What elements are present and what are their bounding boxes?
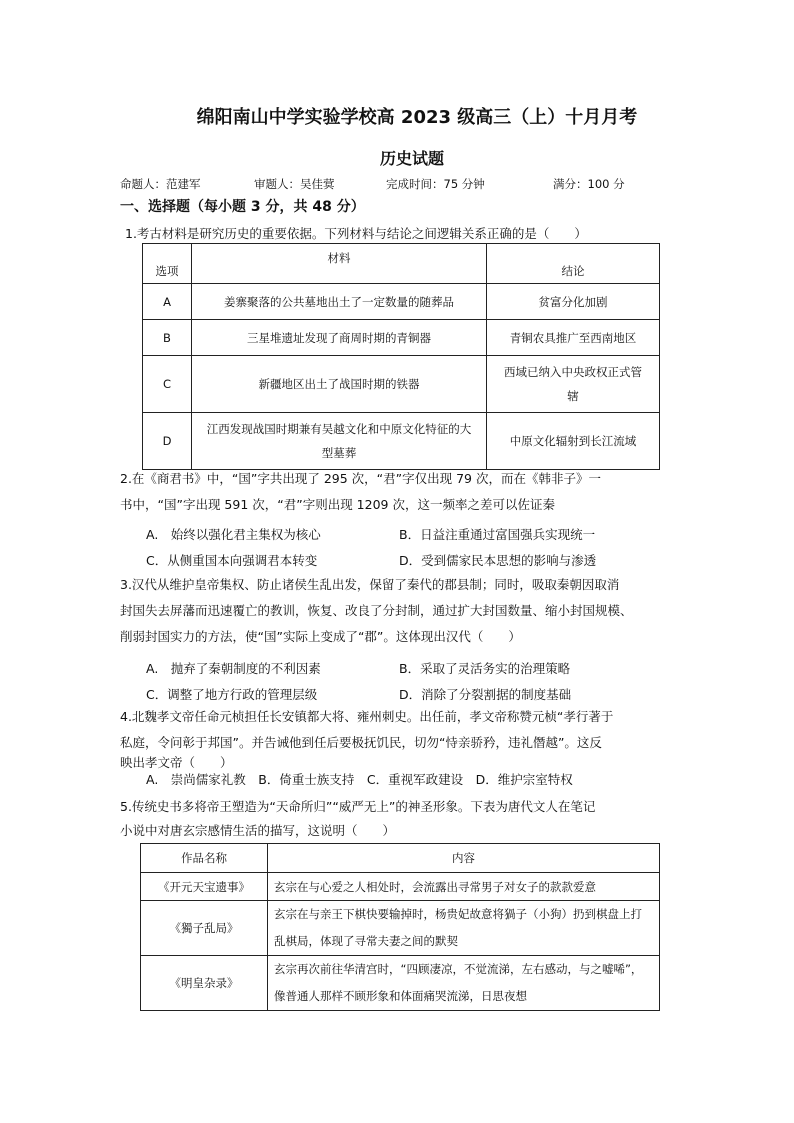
q2-option-d: D．受到儒家民本思想的影响与渗透	[399, 553, 597, 568]
q5-line1: 5.传统史书多将帝王塑造为“天命所归”“威严无上”的神圣形象。下表为唐代文人在笔记	[120, 799, 596, 814]
table-row	[143, 284, 660, 320]
q2-option-a: A. 始终以强化君主集权为核心	[146, 527, 321, 542]
row-material: 三星堆遗址发现了商周时期的青铜器	[192, 320, 487, 356]
q3-option-b: B．采取了灵活务实的治理策略	[399, 661, 571, 676]
table-row	[141, 901, 660, 956]
q2-line1: 2.在《商君书》中，“国”字共出现了 295 次，“君”字仅出现 79 次，而在《韩非子》一	[120, 471, 601, 486]
q1-stem: 1.考古材料是研究历史的重要依据。下列材料与结论之间逻辑关系正确的是（ ）	[125, 226, 587, 241]
row-option: C	[143, 356, 192, 413]
section-heading: 一、选择题（每小题 3 分，共 48 分）	[120, 199, 365, 215]
table-header-row	[143, 244, 660, 284]
table-row	[141, 873, 660, 901]
q3-option-d: D．消除了分裂割据的制度基础	[399, 687, 572, 702]
row-work-name: 《明皇杂录》	[141, 956, 268, 1011]
q3-line3: 削弱封国实力的方法，使“国”实际上变成了“郡”。这体现出汉代（ ）	[120, 629, 521, 644]
q3-option-a: A. 抛弃了秦朝制度的不利因素	[146, 661, 321, 676]
q3-line2: 封国失去屏藩而迅速覆亡的教训，恢复、改良了分封制，通过扩大封国数量、缩小封国规模、	[120, 603, 633, 618]
row-conclusion: 中原文化辐射到长江流域	[487, 413, 660, 470]
q2-line2: 书中，“国”字出现 591 次，“君”字则出现 1209 次，这一频率之差可以佐证秦	[120, 497, 555, 512]
meta-duration: 完成时间：75 分钟	[386, 177, 485, 191]
q4-line2: 私庭，令问彰于邦国”。并告诫他到任后要极抚饥民，切勿“恃亲骄矜，违礼僭越”。这反	[120, 735, 602, 750]
q5-table	[140, 843, 660, 1011]
row-work-name: 《开元天宝遗事》	[141, 873, 268, 901]
row-content: 玄宗在与亲王下棋快要输掉时，杨贵妃故意将猧子（小狗）扔到棋盘上打乱棋局，体现了寻常夫妻之间的默契	[268, 901, 660, 956]
q1-table	[142, 243, 660, 470]
q2-option-b: B．日益注重通过富国强兵实现统一	[399, 527, 596, 542]
meta-reviewer: 审题人：吴佳蓂	[254, 177, 335, 191]
row-content: 玄宗在与心爱之人相处时，会流露出寻常男子对女子的款款爱意	[268, 873, 660, 901]
header-conclusion: 结论	[487, 244, 660, 284]
row-content: 玄宗再次前往华清宫时，“四顾凄凉，不觉流涕，左右感动，与之嘘唏”，像普通人那样不顾形象和体面痛哭流涕，日思夜想	[268, 956, 660, 1011]
header-option: 选项	[143, 244, 192, 284]
row-conclusion: 西域已纳入中央政权正式管辖	[487, 356, 660, 413]
row-work-name: 《獨子乱局》	[141, 901, 268, 956]
row-option: B	[143, 320, 192, 356]
q3-line1: 3.汉代从维护皇帝集权、防止诸侯生乱出发，保留了秦代的郡县制；同时，吸取秦朝因取消	[120, 577, 620, 592]
exam-subtitle: 历史试题	[379, 149, 444, 168]
q4-options: A. 崇尚儒家礼教 B．倚重士族支持 C．重视军政建设 D．维护宗室特权	[146, 772, 573, 787]
q5-line2: 小说中对唐玄宗感情生活的描写，这说明（ ）	[120, 823, 396, 838]
header-content: 内容	[268, 844, 660, 873]
row-conclusion: 青铜农具推广至西南地区	[487, 320, 660, 356]
row-option: A	[143, 284, 192, 320]
row-conclusion: 贫富分化加剧	[487, 284, 660, 320]
header-work-name: 作品名称	[141, 844, 268, 873]
q2-option-c: C．从侧重国本向强调君本转变	[146, 553, 318, 568]
table-row	[143, 413, 660, 470]
table-header-row	[141, 844, 660, 873]
row-material: 新疆地区出土了战国时期的铁器	[192, 356, 487, 413]
meta-score: 满分：100 分	[553, 177, 625, 191]
q4-line1: 4.北魏孝文帝任命元桢担任长安镇都大将、雍州刺史。出任前，孝文帝称赞元桢“孝行著于	[120, 709, 614, 724]
meta-author: 命题人：范建军	[120, 177, 201, 191]
q3-option-c: C．调整了地方行政的管理层级	[146, 687, 318, 702]
table-row	[141, 956, 660, 1011]
table-row	[143, 320, 660, 356]
row-option: D	[143, 413, 192, 470]
row-material: 江西发现战国时期兼有吴越文化和中原文化特征的大型墓葬	[192, 413, 487, 470]
q4-line3: 映出孝文帝（ ）	[120, 755, 233, 770]
row-material: 姜寨聚落的公共墓地出土了一定数量的随葬品	[192, 284, 487, 320]
header-material: 材料	[192, 244, 487, 284]
exam-title: 绵阳南山中学实验学校高 2023 级高三（上）十月月考	[196, 107, 638, 128]
table-row	[143, 356, 660, 413]
